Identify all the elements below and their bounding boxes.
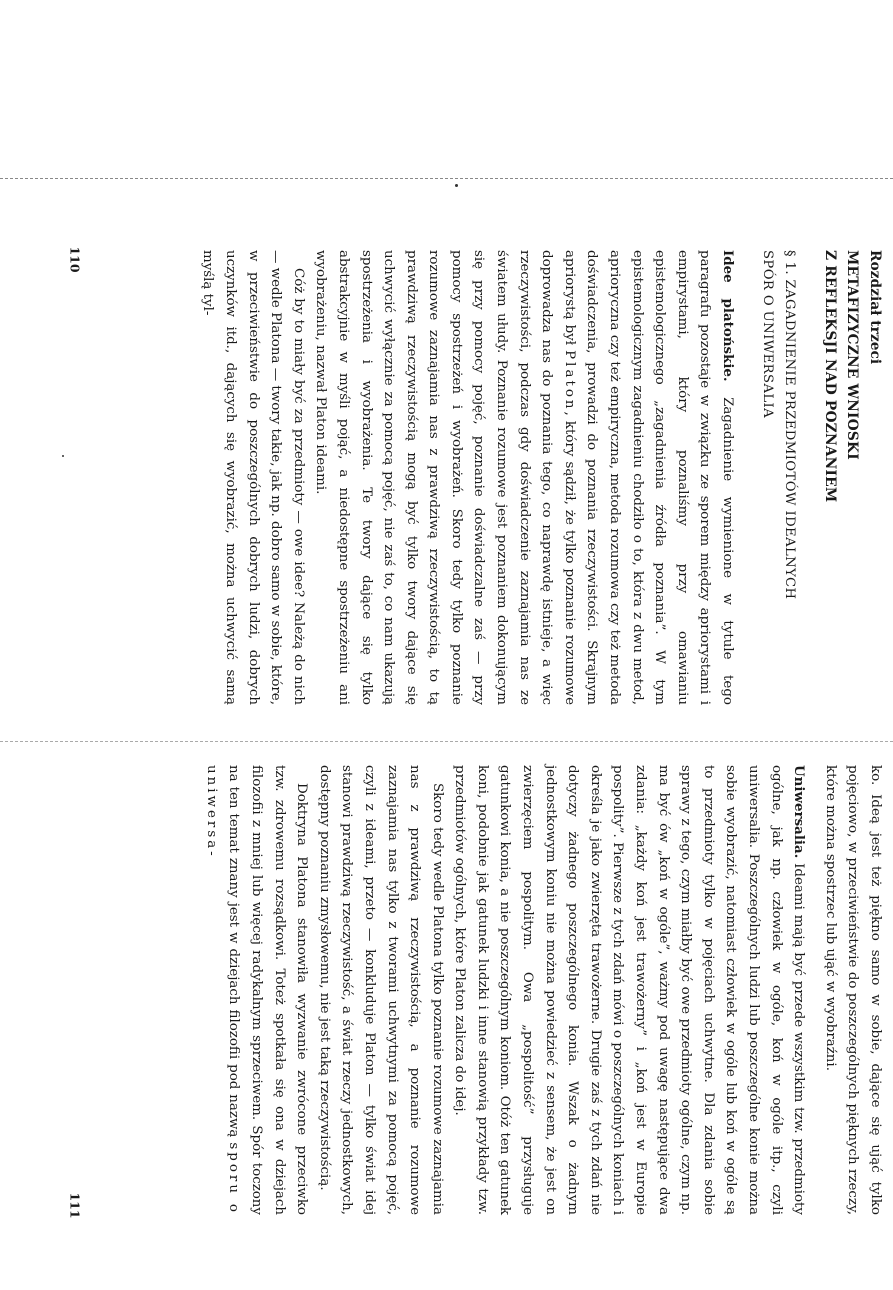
chapter-label: Rozdział trzeci <box>867 250 883 365</box>
chapter-title-line2: Z REFLEKSJI NAD POZNANIEM <box>821 250 838 503</box>
paragraph-continuation: ko. Ideą jest też piękno samo w sobie, dające się ująć tylko pojęciowo, w przeciwieństwie do poszczególnych pięknych rzeczy, które można spostrzec lub ująć w wyobraźni. <box>822 765 883 1215</box>
paragraph-text: , który sądził, że tylko poznanie rozumowe doprowadza nas do poznania tego, co naprawdę istnieje, a więc rzeczywistości, podczas gdy doświadczenie zaznajamia nas ze światem ułudy. Poznanie rozumowe jest poznaniem dokonującym się przy pomocy pojęć, poznanie doświadczalne zaś — przy pomocy spostrzeżeń i wyobrażeń. Skoro tedy tylko poznanie rozumowe zaznajamia nas z prawdziwą rzeczywistością, to tą prawdziwą rzeczywistością mogą być tylko twory dające się uchwycić wyłącznie za pomocą pojęć, nie zaś to, co nam ukazują spostrzeżenia i wyobrażenia. Te twory dające się tylko abstrakcyjnie w myśli pojąć, a niedostępne spostrzeżeniu ani wyobrażeniu, nazwał Platon ideami. <box>313 250 577 706</box>
page-number-right: 111 <box>67 1192 83 1219</box>
paragraph-doktryna <box>199 765 312 1215</box>
page-number-left: 110 <box>67 246 83 273</box>
paragraph-text: Zagadnienie wymienione w tytule tego paragrafu pozostaje w związku ze sporem między apriorystami i empirystami, który poznaliśmy przy omawianiu epistemologicznego „zagadnienia źródła poznania”. W tym epistemologicznym zagadnieniu chodziło o to, która z dwu metod, aprioryczna czy też empiryczna, metoda rozumowa czy też metoda doświadczenia, prowadzi do poznania rzeczywistości. Skrajnym apriorystą był <box>561 250 736 705</box>
paragraph-uniwersalia <box>448 765 811 1215</box>
section-title-line2: SPÓR O UNIWERSALIA <box>759 250 775 419</box>
chapter-title-line1: METAFIZYCZNE WNIOSKI <box>844 250 861 460</box>
paragraph-text: Ideami mają być przede wszystkim tzw. przedmioty ogólne, jak np. człowiek w ogóle, koń w ogóle itp., czyli uniwersalia. Poszczególnych ludzi lub poszczególne konie można sobie wyobrazić, natomiast człowiek w ogóle lub koń w ogóle są to przedmioty tylko w pojęciach uchwytne. Dla zdania sobie sprawy z tego, czym miałby być owe przedmioty ogólne, czym np. ma być ów „koń w ogóle”, ważmy pod uwagę następujące dwa zdania: „każdy koń jest trawożerny” i „koń jest w Europie pospolity”. Pierwsze z tych zdań mówi o poszczególnych koniach i określa je jako zwierzęta trawożerne. Drugie zaś z tych zdań nie dotyczy żadnego poszczególnego konia. Wszak o żadnym jednostkowym koniu nie można powiedzieć z sensem, że jest on zwierzęciem pospolitym. Owa „pospolitość” przysługuje gatunkowi konia, a nie poszczególnym koniom. Otóż ten gatunek koni, podobnie jak gatunek ludzki i inne stanowią przykłady tzw. przedmiotów ogólnych, które Platon zalicza do idej. <box>452 765 807 1215</box>
paragraph-text: Doktryna Platona stanowiła wyzwanie zwrócone przeciwko tzw. zdrowemu rozsądkowi. Toteż spotkała się ona w dziejach filozofii z mniej lub więcej radykalnym sprzeciwem. Spór toczony na ten temat znany jest w dziejach filozofii pod nazwą <box>226 765 310 1215</box>
spaced-name: Platon <box>561 350 577 412</box>
spaced-term: sporu o uniwersa- <box>203 765 242 1215</box>
section-title-line1: § 1. ZAGADNIENIE PRZEDMIOTÓW IDEALNYCH <box>782 250 798 600</box>
paragraph-skoro-tedy: Skoro tedy wedle Platona tylko poznanie rozumowe zaznajamia nas z prawdziwą rzeczywistością, a poznanie rozumowe zaznajamia nas tylko z tworami uchwytnymi za pomocą pojęć, czyli z ideami, przeto — konkluduje Platon — tylko świat idej stanowi prawdziwą rzeczywistość, a świat rzeczy jednostkowych, dostępny poznaniu zmysłowemu, nie jest taką rzeczywistością. <box>316 765 445 1215</box>
paragraph-co-by-to: Cóż by to miały być za przedmioty — owe idee? Należą do nich — wedle Platona — twory takie, jak np. dobro samo w sobie, które, w przeciwieństwie do poszczególnych dobrych ludzi, dobrych uczynków itd., dających się wyobrazić, można uchwycić samą myślą tyl- <box>200 250 306 705</box>
paragraph-idee-platonskie <box>309 250 739 705</box>
right-page <box>199 765 886 1215</box>
paragraph-run-head: Idee platońskie. <box>720 250 737 382</box>
paragraph-run-head: Uniwersalia. <box>791 765 808 859</box>
